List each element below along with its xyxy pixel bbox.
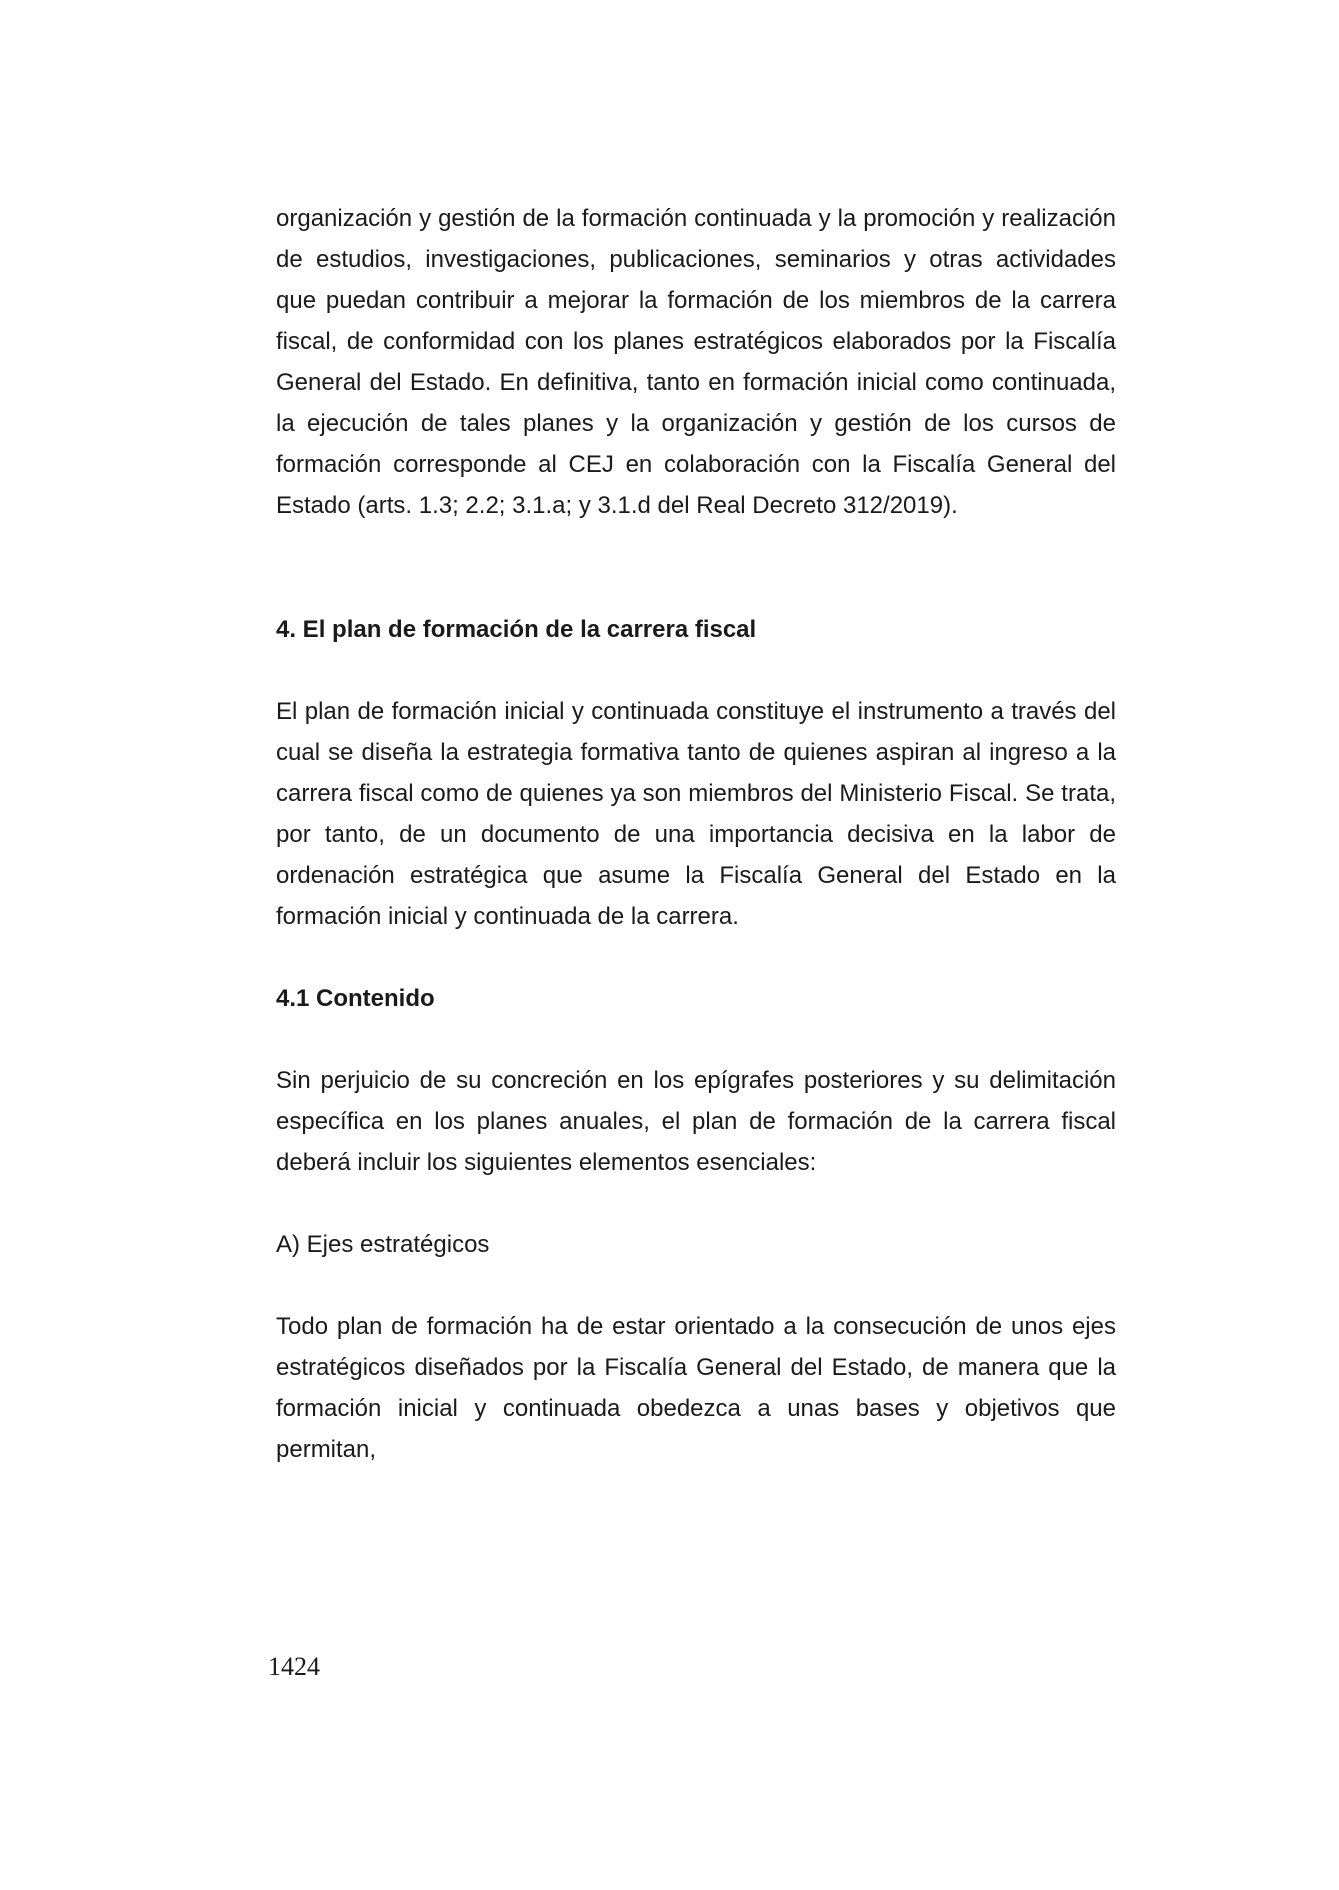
page-body [276, 198, 1116, 1470]
spacer [276, 1183, 1116, 1224]
paragraph-contents: Sin perjuicio de su concreción en los epígrafes posteriores y su delimitación específica en los planes anuales, el plan de formación de la carrera fiscal deberá incluir los siguientes elementos esenciales: [276, 1067, 1116, 1176]
subheading-strategic-axes: A) Ejes estratégicos [276, 1231, 490, 1258]
paragraph-cej-training: organización y gestión de la formación continuada y la promoción y realización de estudios, investigaciones, publicaciones, seminarios y otras actividades que puedan contribuir a mejorar la formación de los miembros de la carrera fiscal, de conformidad con los planes estratégicos elaborados por la Fiscalía General del Estado. En definitiva, tanto en formación inicial como continuada, la ejecución de tales planes y la organización y gestión de los cursos de formación corresponde al CEJ en colaboración con la Fiscalía General del Estado (arts. 1.3; 2.2; 3.1.a; y 3.1.d del Real Decreto 312/2019). [276, 205, 1116, 519]
spacer [276, 650, 1116, 691]
spacer [276, 937, 1116, 978]
spacer [276, 526, 1116, 609]
paragraph-training-plan: El plan de formación inicial y continuada constituye el instrumento a través del cual se diseña la estrategia formativa tanto de quienes aspiran al ingreso a la carrera fiscal como de quienes ya son miembros del Ministerio Fiscal. Se trata, por tanto, de un documento de una importancia decisiva en la labor de ordenación estratégica que asume la Fiscalía General del Estado en la formación inicial y continuada de la carrera. [276, 698, 1116, 930]
page-number: 1424 [268, 1652, 320, 1681]
paragraph-strategic-axes: Todo plan de formación ha de estar orientado a la consecución de unos ejes estratégicos diseñados por la Fiscalía General del Estado, de manera que la formación inicial y continuada obedezca a unas bases y objetivos que permitan, [276, 1313, 1116, 1463]
section-heading-4-1: 4.1 Contenido [276, 985, 435, 1012]
spacer [276, 1265, 1116, 1306]
spacer [276, 1019, 1116, 1060]
section-heading-4: 4. El plan de formación de la carrera fiscal [276, 616, 757, 643]
